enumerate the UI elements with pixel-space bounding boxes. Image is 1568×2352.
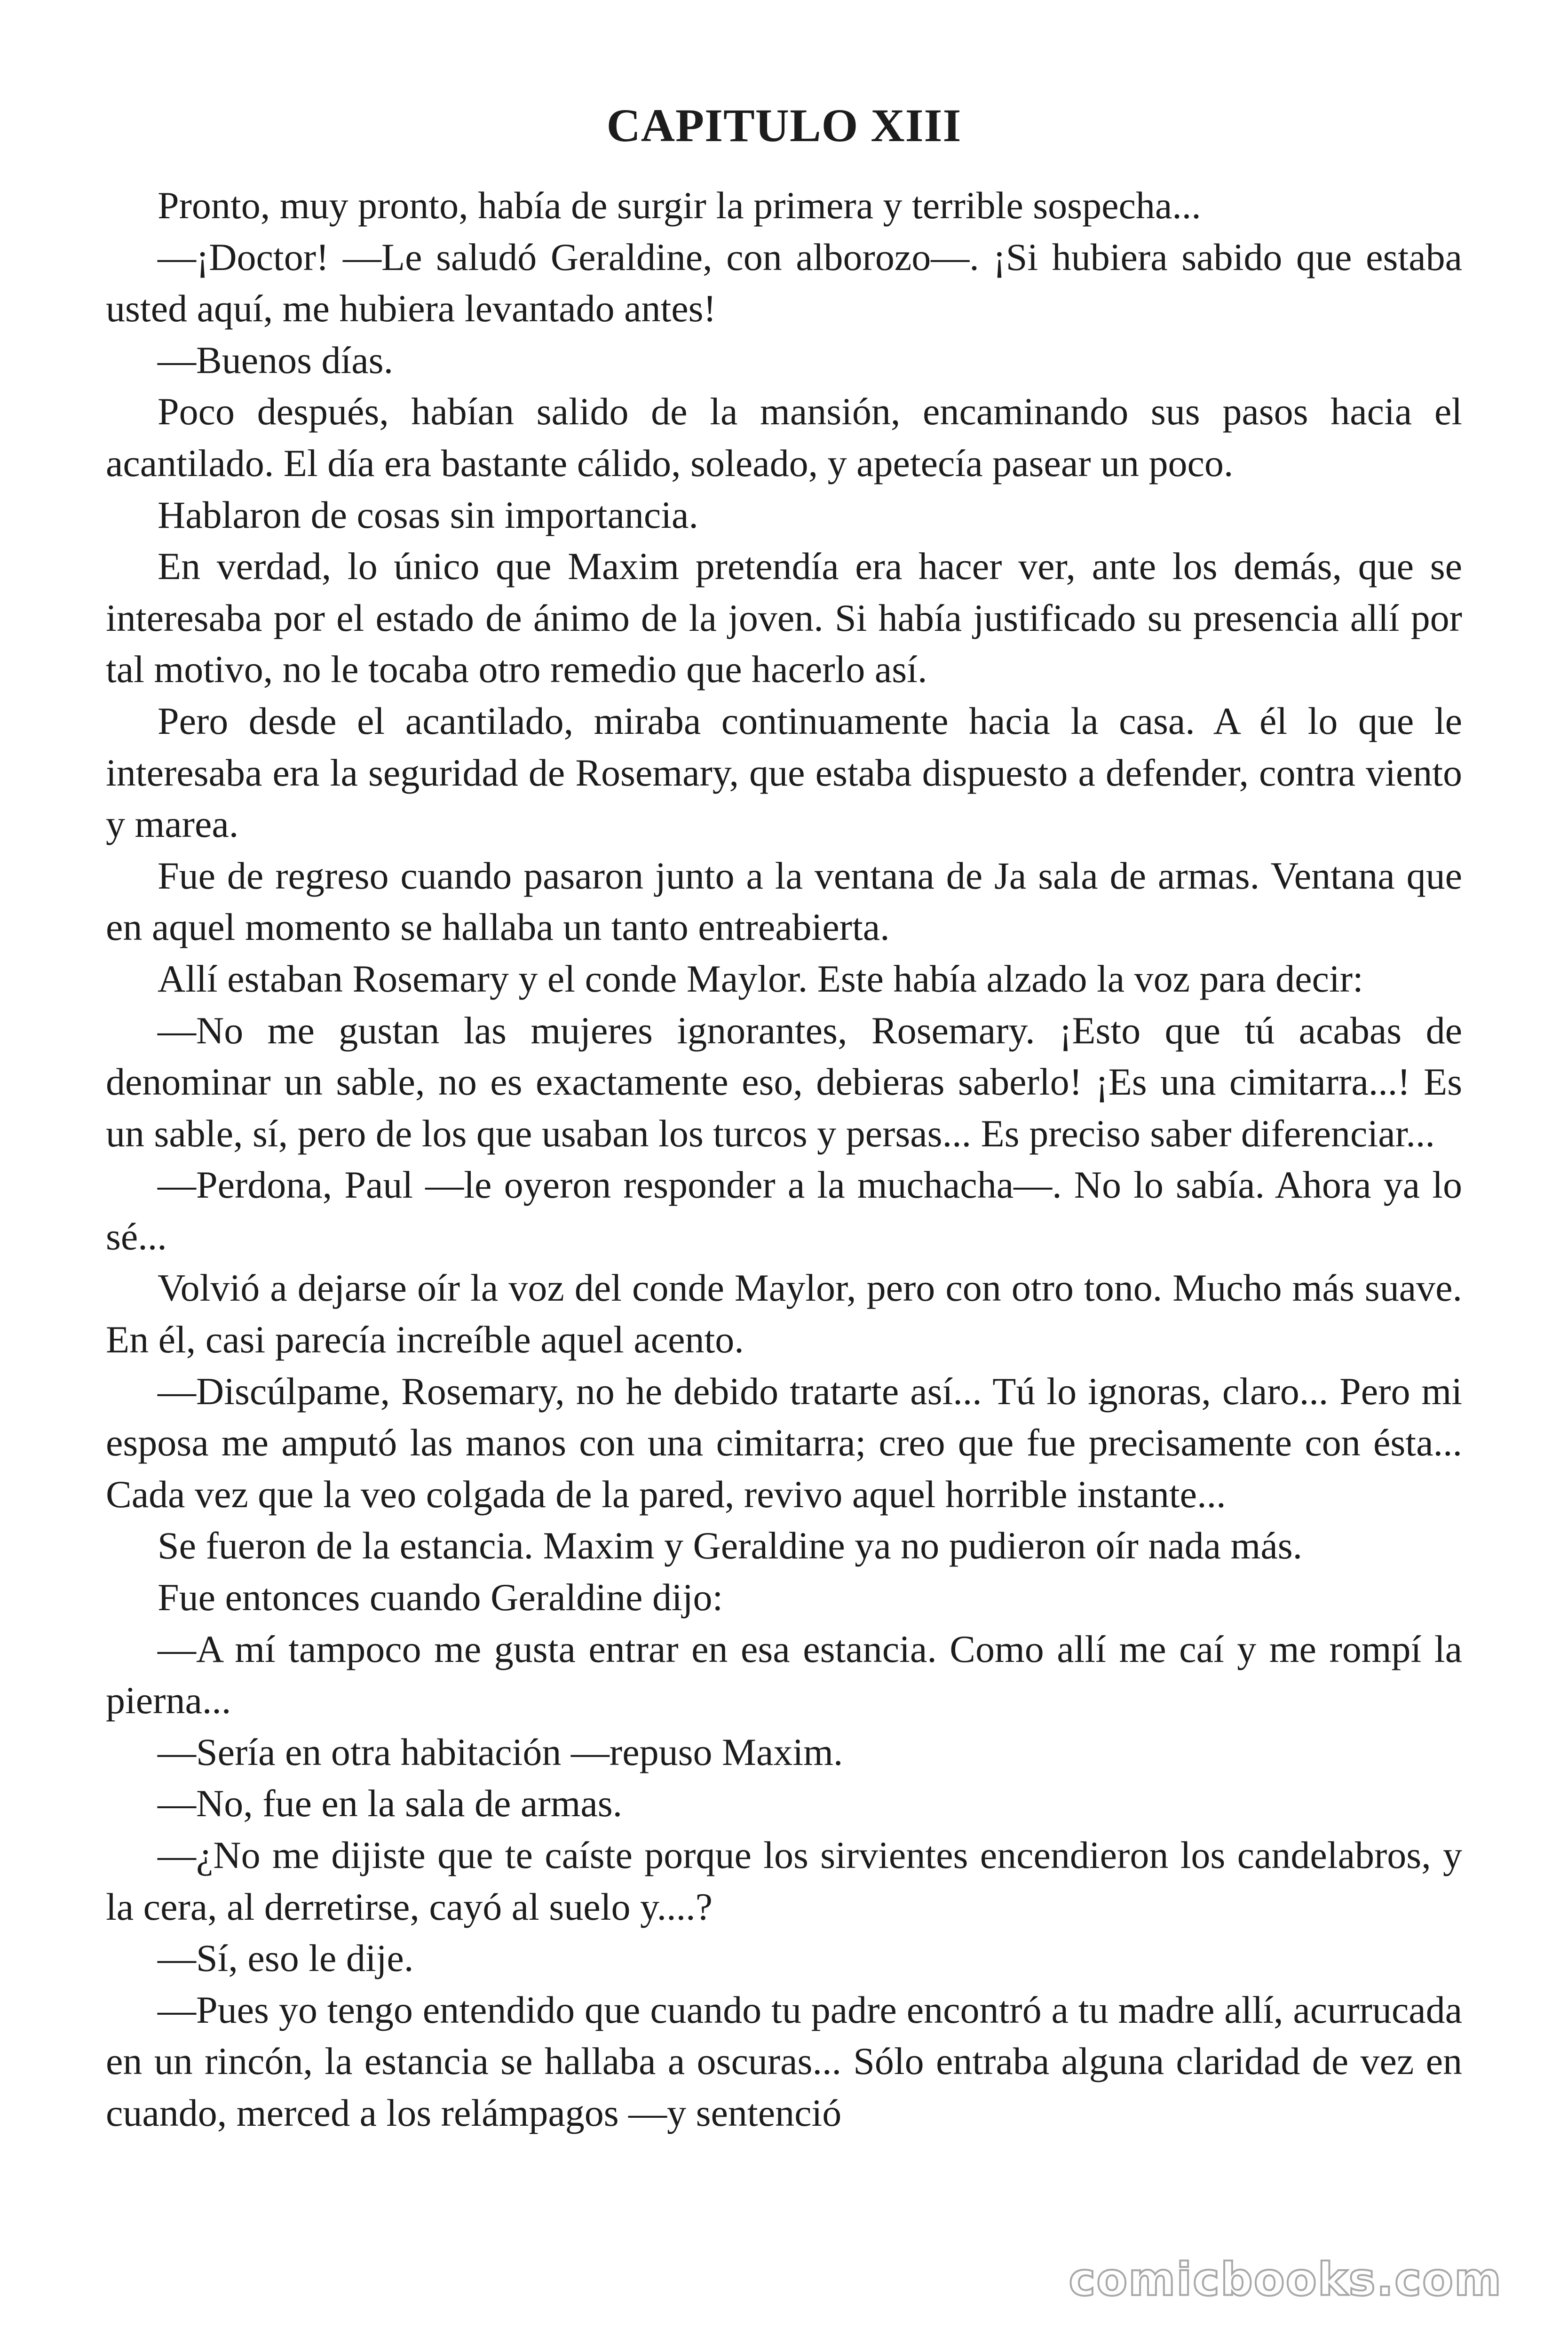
paragraph: —¿No me dijiste que te caíste porque los sirvientes encendieron los candelabros, y la cera, al derretirse, cayó al suelo y....? bbox=[106, 1834, 1462, 1928]
chapter-title: CAPITULO XIII bbox=[606, 99, 962, 151]
paragraph: Volvió a dejarse oír la voz del conde Maylor, pero con otro tono. Mucho más suave. En él, casi parecía increíble aquel acento. bbox=[106, 1266, 1462, 1361]
paragraph: —¡Doctor! —Le saludó Geraldine, con alborozo—. ¡Si hubiera sabido que estaba usted aquí, me hubiera levantado antes! bbox=[106, 235, 1462, 330]
paragraph: Pronto, muy pronto, había de surgir la primera y terrible sospecha... bbox=[158, 184, 1201, 227]
body-text bbox=[106, 180, 1462, 2139]
paragraph: Poco después, habían salido de la mansión, encaminando sus pasos hacia el acantilado. El día era bastante cálido, soleado, y apetecía pasear un poco. bbox=[106, 390, 1462, 485]
paragraph: —A mí tampoco me gusta entrar en esa estancia. Como allí me caí y me rompí la pierna... bbox=[106, 1627, 1462, 1722]
watermark: comicbooks.com bbox=[1069, 2253, 1502, 2306]
paragraph: Allí estaban Rosemary y el conde Maylor. Este había alzado la voz para decir: bbox=[158, 957, 1363, 1000]
paragraph: Pero desde el acantilado, miraba continuamente hacia la casa. A él lo que le interesaba era la seguridad de Rosemary, que estaba dispuesto a defender, contra viento y marea. bbox=[106, 699, 1462, 846]
paragraph: —No me gustan las mujeres ignorantes, Rosemary. ¡Esto que tú acabas de denominar un sable, no es exactamente eso, debieras saberlo! ¡Es una cimitarra...! Es un sable, sí, pero de los que usaban los turcos y persas... Es preciso saber diferenciar... bbox=[106, 1009, 1462, 1155]
paragraph: Fue de regreso cuando pasaron junto a la ventana de Ja sala de armas. Ventana que en aquel momento se hallaba un tanto entreabierta. bbox=[106, 854, 1462, 949]
paragraph: —Perdona, Paul —le oyeron responder a la muchacha—. No lo sabía. Ahora ya lo sé... bbox=[106, 1163, 1462, 1258]
paragraph: Se fueron de la estancia. Maxim y Geraldine ya no pudieron oír nada más. bbox=[158, 1524, 1303, 1567]
paragraph: —No, fue en la sala de armas. bbox=[158, 1782, 623, 1825]
paragraph: —Discúlpame, Rosemary, no he debido tratarte así... Tú lo ignoras, claro... Pero mi esposa me amputó las manos con una cimitarra; creo que fue precisamente con ésta... Cada vez que la veo colgada de la pared, revivo aquel horrible instante... bbox=[106, 1369, 1462, 1516]
paragraph: —Sería en otra habitación —repuso Maxim. bbox=[158, 1730, 843, 1773]
paragraph: —Buenos días. bbox=[158, 338, 394, 381]
paragraph: —Pues yo tengo entendido que cuando tu padre encontró a tu madre allí, acurrucada en un rincón, la estancia se hallaba a oscuras... Sólo entraba alguna claridad de vez en cuando, merced a los relámpagos —y sentenció bbox=[106, 1988, 1462, 2134]
paragraph: —Sí, eso le dije. bbox=[158, 1937, 414, 1980]
paragraph: En verdad, lo único que Maxim pretendía era hacer ver, ante los demás, que se interesaba por el estado de ánimo de la joven. Si había justificado su presencia allí por tal motivo, no le tocaba otro remedio que hacerlo así. bbox=[106, 545, 1462, 691]
paragraph: Fue entonces cuando Geraldine dijo: bbox=[158, 1576, 723, 1619]
paragraph: Hablaron de cosas sin importancia. bbox=[158, 493, 698, 536]
